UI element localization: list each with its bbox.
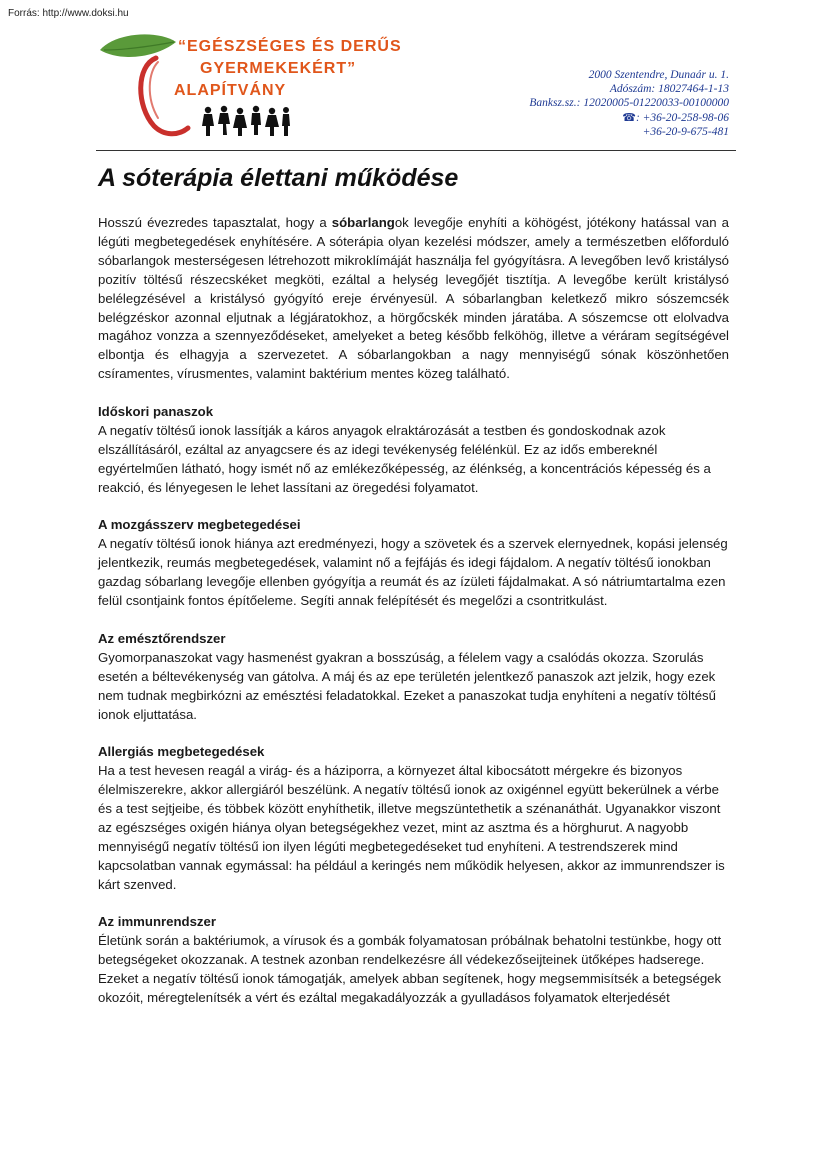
- intro-text-start: Hosszú évezredes tapasztalat, hogy a: [98, 215, 332, 230]
- contact-phone-line-1: [529, 111, 729, 125]
- document-title: A sóterápia élettani működése: [98, 164, 459, 192]
- intro-text-rest: ok levegője enyhíti a köhögést, jótékony hatással van a légúti megbetegedések enyhítésére. A sóterápia olyan kezelési módszer, amely a természetben előforduló sóbarlangok mesterségesen létrehozott mikroklímáját használja fel gyógyításra. A levegőben levő kristálysó pozitív töltésű részecskéket megköti, ezáltal a helység levegőjét tisztítja. A levegőbe került kristálysó belélegzésével a kristálysó gyógyító ereje érvényesül. A sóbarlangban keletkező mikro sószemcsék belégzéskor azonnal eljutnak a légjáratokhoz, a hörgőcskék minden járatába. A sószemcse ott elolvadva magához vonzza a szennyeződéseket, amelyeket a beteg később felköhög, illetve a véráram segítségével elbontja és elhagyja a szervezetet. A sóbarlangokban a nagy mennyiségű sónak köszönhetően csíramentes, vírusmentes, valamint baktérium mentes közeg található.: [98, 215, 730, 382]
- header-divider: [96, 150, 736, 151]
- section-text: Életünk során a baktériumok, a vírusok és a gombák folyamatosan próbálnak behatolni testünkbe, hogy ott betegségeket okozzanak. A testnek azonban rendelkezésre áll védekezőseijteinek ütőképes hadserege. Ezeket a negatív töltésű ionok támogatják, amelyek abban segítenek, hogy megsemmisítsék a betegségek okozóit, méregtelenítsék a vért és ezáltal megakadályozzák a gyulladásos folyamatok elterjedését: [98, 933, 722, 1006]
- document-body: [98, 214, 729, 1008]
- section-heading: Az immunrendszer: [98, 914, 216, 930]
- contact-block: [529, 68, 729, 139]
- children-silhouettes-icon: [200, 104, 290, 138]
- intro-bold-term: sóbarlang: [331, 215, 395, 230]
- section-elderly: [98, 403, 729, 498]
- section-heading: Időskori panaszok: [98, 404, 214, 420]
- section-text: A negatív töltésű ionok lassítják a káros anyagok elraktározását a testben és gondoskodnak azok elszállításáról, ezáltal az anyagcsere és az idegi tevékenység felélénkül. Ez az idős embereknél egyértelműen látható, hogy ismét nő az emlékezőképesség, az élénkség, a koncentrációs képesség és a reakció, és lényegesen le lehet lassítani az öregedési folyamatot.: [98, 422, 711, 495]
- contact-bank-account: Banksz.sz.: 12020005-01220033-00100000: [529, 97, 729, 110]
- contact-phone-1: : +36-20-258-98-06: [635, 111, 729, 124]
- phone-icon: ☎: [622, 111, 636, 124]
- contact-tax-number: Adószám: 18027464-1-13: [609, 83, 729, 96]
- foundation-logo: [96, 28, 436, 140]
- section-text: A negatív töltésű ionok hiánya azt eredményezi, hogy a szövetek és a szervek elernyednek, kopási jelenség jelentkezik, reumás megbetegedések, valamint nő a fejfájás és idegi fájdalom. A negatív töltésű ionokban gazdag sóbarlang levegője ellenben gyógyítja a reumát és az ízületi fájdalmakat. A só nátriumtartalma ezen felül csontjaink fontos építőeleme. Segíti annak felépítését és megelőzi a csontritkulást.: [98, 536, 728, 609]
- source-url: Forrás: http://www.doksi.hu: [8, 8, 129, 19]
- section-allergies: [98, 743, 729, 894]
- intro-paragraph: [98, 214, 729, 384]
- section-digestive: [98, 630, 729, 725]
- logo-text-line-1: “EGÉSZSÉGES ÉS DERŰS: [178, 38, 402, 55]
- contact-phone-2: +36-20-9-675-481: [642, 125, 729, 138]
- section-heading: A mozgásszerv megbetegedései: [98, 517, 301, 533]
- section-heading: Allergiás megbetegedések: [98, 744, 265, 760]
- contact-address: 2000 Szentendre, Dunaár u. 1.: [588, 69, 729, 81]
- section-musculoskeletal: [98, 516, 729, 611]
- logo-text-line-2: GYERMEKEKÉRT”: [200, 60, 357, 77]
- logo-text-line-3: ALAPÍTVÁNY: [174, 82, 287, 99]
- section-text: Ha a test hevesen reagál a virág- és a háziporra, a környezet által kibocsátott mérgekre és bizonyos élelmiszerekre, akkor allergiáról beszélünk. A negatív töltésű ionok az oxigénnel együtt bekerülnek a vérbe és a test sejtjeibe, és többek között enyhíthetik, illetve megszüntethetik a szénanáthát. Ugyanakkor viszont az egészséges oxigén hiánya olyan betegségekhez vezet, mint az asztma és a hörghurut. A nagyobb mennyiségű negatív töltésű ion ilyen légúti megbetegedéseket tud enyhíteni. A testrendszerek mind kapcsolatban vannak egymással: ha például a keringés nem működik helyesen, akkor az immunrendszer is kárt szenved.: [98, 763, 725, 892]
- section-immune: [98, 913, 729, 1008]
- section-heading: Az emésztőrendszer: [98, 630, 226, 646]
- section-text: Gyomorpanaszokat vagy hasmenést gyakran a bosszúság, a félelem vagy a csalódás okozza. Szorulás esetén a béltevékenység van gátolva. A máj és az epe területén jelentkező panaszok azt jelzik, hogy ezek nem tudnak megbirkózni az emésztési feladatokkal. Ezeket a panaszokat tudja enyhíteni a negatív töltésű ionok eljuttatása.: [98, 649, 716, 722]
